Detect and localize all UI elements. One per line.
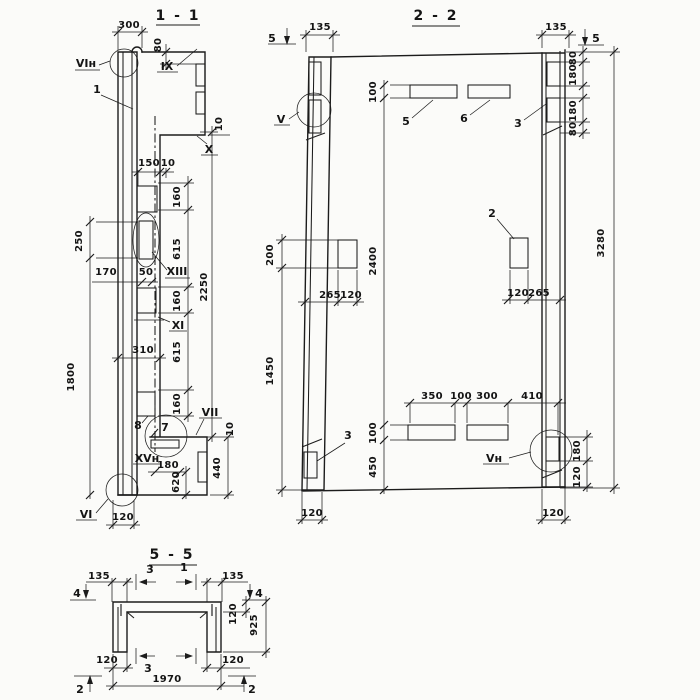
dim-135: 135 [222,571,244,582]
cut-label-5: 5 [268,32,276,45]
dim-180: 180 [572,440,583,462]
dim-120: 120 [96,655,118,666]
dim-180: 180 [568,64,579,86]
label-x: X [204,143,214,156]
dim-50: 50 [138,267,154,278]
dim-440: 440 [212,457,223,479]
dim-170: 170 [95,267,117,278]
dim-135: 135 [88,571,110,582]
dim-120: 120 [301,508,323,519]
dim-120: 120 [340,290,362,301]
label-pos-3: 3 [344,429,352,442]
dim-250: 250 [74,230,85,252]
dim-120: 120 [112,512,134,523]
label-v: V [276,113,286,126]
dim-300: 300 [118,20,140,31]
label-vi: VI [79,508,93,521]
dim-135: 135 [545,22,567,33]
label-vii: VII [201,406,219,419]
dim-120: 120 [572,466,583,488]
cut-label-4: 4 [73,587,81,600]
dim-200: 200 [265,244,276,266]
dim-10: 10 [160,158,176,169]
dim-100: 100 [368,422,379,444]
label-pos-5: 5 [402,115,410,128]
dim-135: 135 [309,22,331,33]
dim-350: 350 [421,391,443,402]
cut-label-1: 1 [180,561,188,574]
dim-160: 160 [172,393,183,415]
label-pos-1: 1 [93,83,101,96]
dim-265: 265 [528,288,550,299]
label-xvn: XVн [134,452,160,465]
label-pos-8: 8 [134,419,142,432]
cut-label-4: 4 [255,587,263,600]
dim-1800: 1800 [66,362,77,392]
section-title: 2 - 2 [413,8,459,24]
dim-180: 180 [568,100,579,122]
dim-410: 410 [521,391,543,402]
dim-2400: 2400 [368,246,379,276]
label-xiii: XIII [166,265,188,278]
dim-120: 120 [228,603,239,625]
dim-160: 160 [172,290,183,312]
dim-120: 120 [222,655,244,666]
label-vn: Vн [485,452,503,465]
label-xi: XI [171,319,185,332]
dim-310: 310 [132,345,154,356]
dim-265: 265 [319,290,341,301]
dim-120: 120 [542,508,564,519]
dim-100: 100 [450,391,472,402]
dim-1970: 1970 [152,674,182,685]
cut-label-2: 2 [248,683,256,696]
label-pos-7: 7 [161,421,169,434]
cut-label-3: 3 [144,662,152,675]
dim-10-bottom: 10 [225,421,236,437]
dim-180: 180 [157,460,179,471]
cut-label-5: 5 [592,32,600,45]
dim-160: 160 [172,186,183,208]
dim-300: 300 [476,391,498,402]
dim-100: 100 [368,81,379,103]
label-ix: IX [160,60,174,73]
dim-450: 450 [368,456,379,478]
dim-10-step: 10 [214,116,225,132]
section-title: 1 - 1 [155,8,201,24]
cut-label-2: 2 [76,683,84,696]
dim-80: 80 [568,121,579,137]
cut-label-3: 3 [146,563,154,576]
dim-3280: 3280 [596,228,607,258]
dim-120: 120 [507,288,529,299]
dim-150: 150 [138,158,160,169]
dim-615: 615 [172,341,183,363]
dim-80: 80 [568,50,579,66]
label-vin: VIн [75,57,97,70]
dim-925: 925 [249,614,260,636]
dim-615: 615 [172,238,183,260]
dim-620: 620 [171,471,182,493]
dim-2250: 2250 [199,272,210,302]
dim-1450: 1450 [265,356,276,386]
label-pos-2: 2 [488,207,496,220]
dim-80: 80 [153,37,164,53]
section-title: 5 - 5 [149,547,195,563]
label-pos-6: 6 [460,112,468,125]
label-pos-3: 3 [514,117,522,130]
